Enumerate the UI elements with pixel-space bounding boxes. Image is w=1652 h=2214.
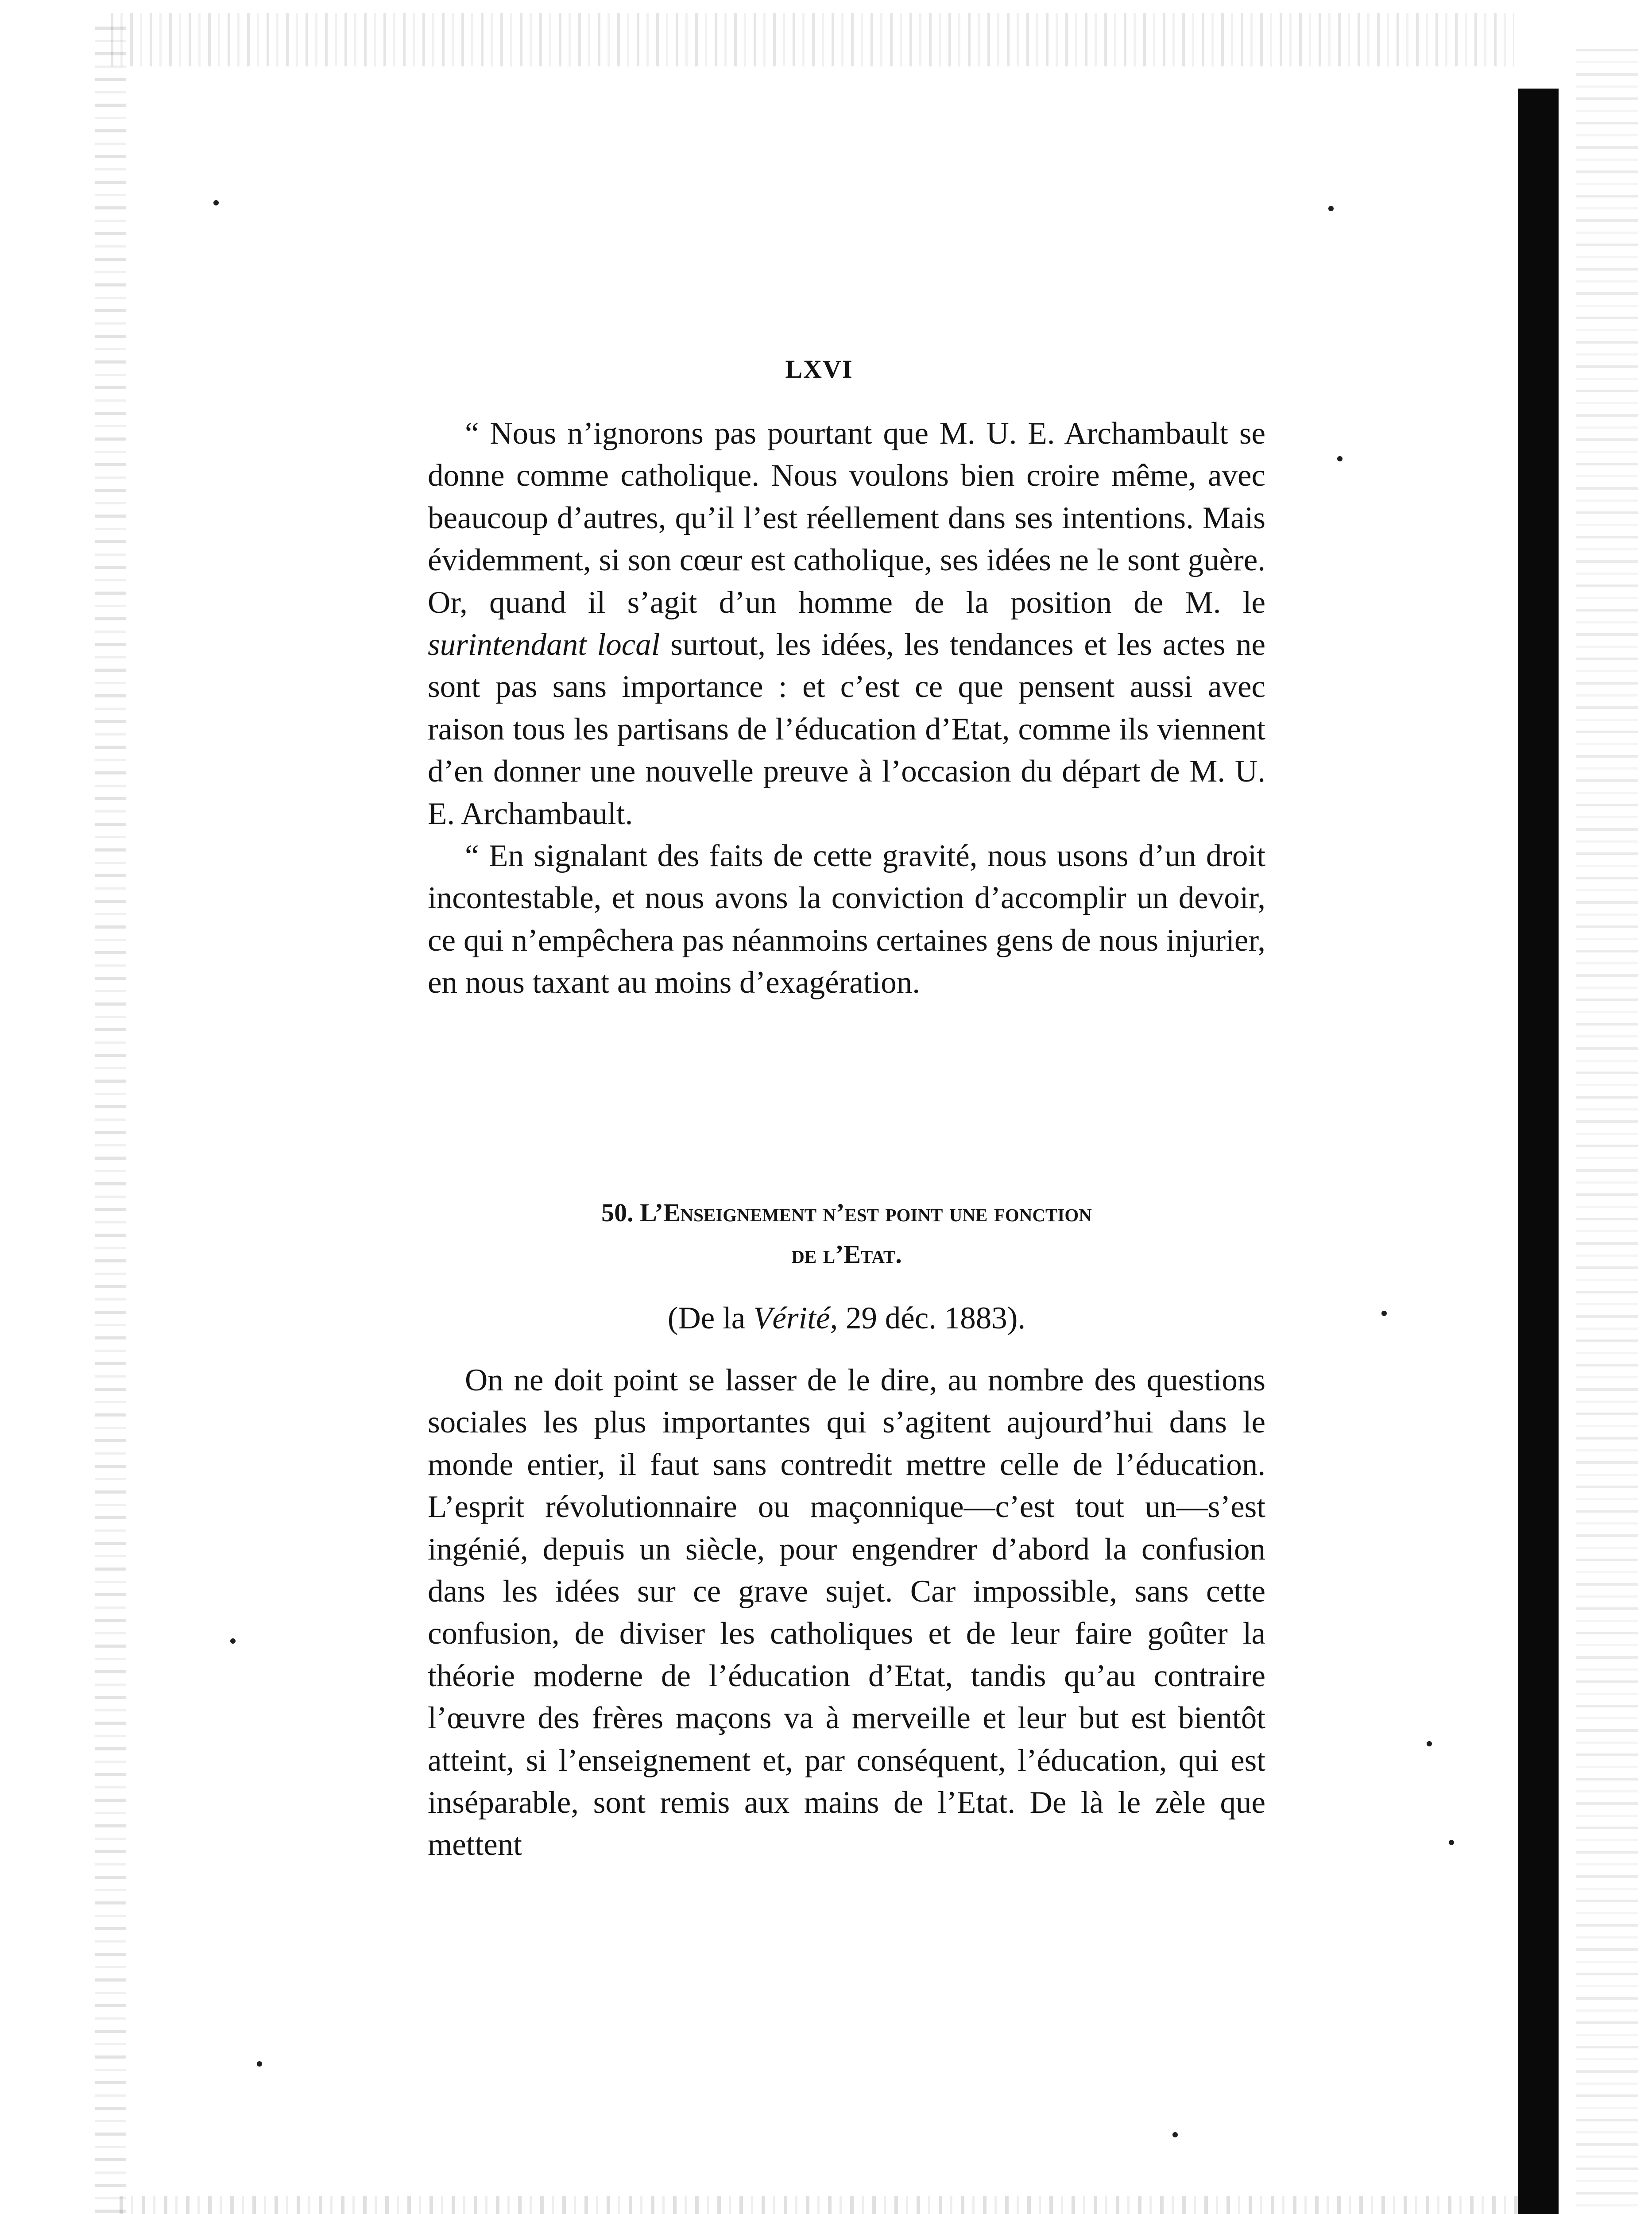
scan-edge-bottom	[120, 2196, 1536, 2214]
scan-edge-right	[1576, 49, 1638, 2214]
page-number: LXVI	[785, 355, 853, 383]
paragraph-text: “ En signalant des faits de cette gravité, nous usons d’un droit incontestable, et nous avons la conviction d’accomplir un devoir, ce qui n’empêchera pas néanmoins certaines gens de nous injurier, en nous taxant au moins d’exagération.	[428, 839, 1265, 1000]
dust-speck	[230, 1638, 236, 1644]
paragraph	[428, 413, 1265, 835]
paragraph	[428, 1359, 1265, 1866]
paragraph-text: “ Nous n’ignorons pas pourtant que M. U. E. Archambault se donne comme catholique. Nous voulons bien croire même, avec beaucoup d’autres, qu’il l’est réellement dans ses intentions. Mais évidemment, si son cœur est catholique, ses idées ne le sont guère. Or, quand il s’agit d’un homme de la position de M. le	[428, 416, 1265, 620]
dust-speck	[1172, 2132, 1178, 2137]
dust-speck	[1449, 1840, 1454, 1845]
dust-speck	[213, 200, 219, 205]
source-suffix: , 29 déc. 1883).	[830, 1301, 1026, 1335]
text-block-upper	[428, 413, 1265, 1004]
paragraph	[428, 835, 1265, 1004]
scan-edge-left	[95, 27, 126, 2214]
dust-speck	[1427, 1741, 1432, 1746]
source-title: Vérité	[753, 1301, 830, 1335]
dust-speck	[1337, 456, 1342, 461]
source-prefix: (De la	[667, 1301, 753, 1335]
paragraph-text: On ne doit point se lasser de le dire, au nombre des questions sociales les plus importantes qui s’agitent aujourd’hui dans le monde entier, il faut sans contredit mettre celle de l’éducation. L’esprit révolutionnaire ou maçonnique—c’est tout un—s’est ingénié, depuis un siècle, pour engendrer d’abord la confusion dans les idées sur ce grave sujet. Car impossible, sans cette confusion, de diviser les catholiques et de leur faire goûter la théorie moderne de l’éducation d’Etat, tandis qu’au contraire l’œuvre des frères maçons va à merveille et leur but est bientôt atteint, si l’enseignement et, par conséquent, l’éducation, qui est inséparable, sont remis aux mains de l’Etat. De là le zèle que mettent	[428, 1363, 1265, 1862]
dust-speck	[1328, 206, 1334, 211]
text-block-lower	[428, 1359, 1265, 1866]
dust-speck	[1381, 1311, 1387, 1316]
dust-speck	[257, 2061, 262, 2067]
binding-shadow	[1518, 89, 1559, 2214]
section-heading	[428, 1192, 1265, 1275]
source-citation	[428, 1297, 1265, 1339]
italic-text: surintendant local	[428, 627, 660, 662]
paragraph-text: surtout, les idées, les tendances et les actes ne sont pas sans importance : et c’est ce que pensent aussi avec raison tous les partisans de l’éducation d’Etat, comme ils viennent d’en donner une nouvelle preuve à l’occasion du départ de M. U. E. Archambault.	[428, 627, 1265, 831]
scan-edge-top	[111, 13, 1514, 66]
section-heading-line1: 50. L’Enseignement n’est point une fonction	[601, 1198, 1092, 1227]
section-heading-line2: de l’Etat.	[791, 1240, 902, 1269]
